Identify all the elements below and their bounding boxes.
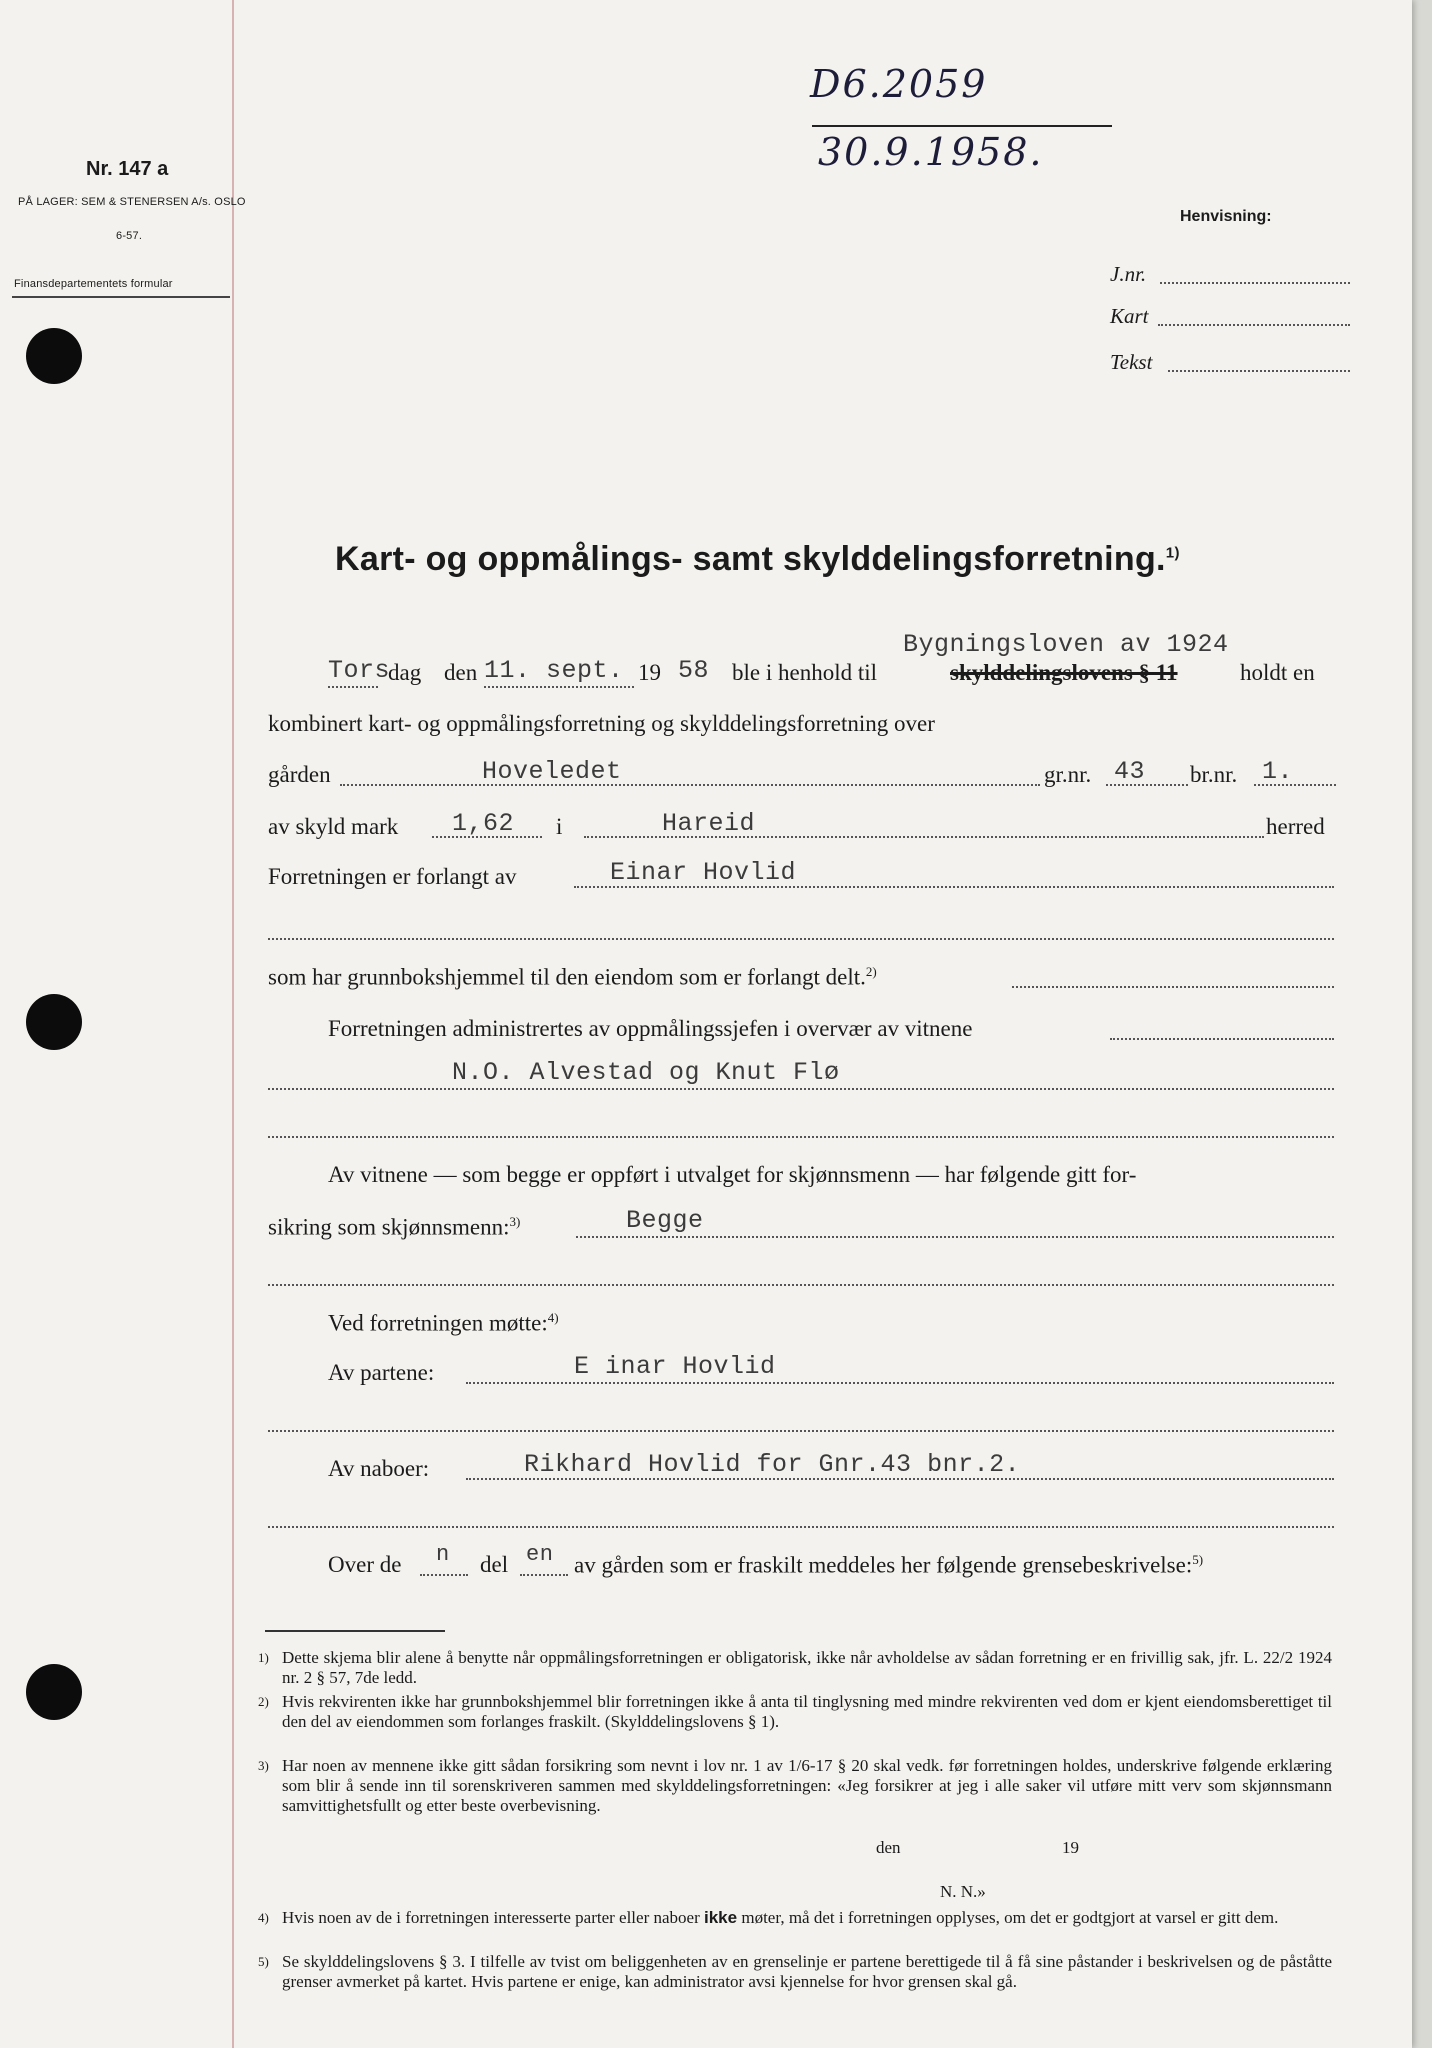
neighbours-label: Av naboer: — [328, 1456, 430, 1481]
herred-name: Hareid — [662, 809, 756, 838]
assessors-field-2 — [268, 1284, 1334, 1286]
title-text: Kart- og oppmålings- samt skylddelingsforretning. — [335, 540, 1166, 578]
parties-label: Av partene: — [328, 1360, 435, 1385]
page-title — [335, 540, 1180, 579]
grunnbok-text — [268, 964, 877, 991]
margin-rule — [232, 0, 234, 2048]
case-number-rule — [812, 125, 1112, 127]
garden-label: gården — [268, 762, 331, 787]
title-footnote: 1) — [1165, 544, 1180, 562]
assessors-field — [576, 1236, 1334, 1238]
assessors-footnote: 3) — [509, 1214, 521, 1229]
grnr-label: gr.nr. — [1044, 762, 1092, 787]
parties-field-2 — [268, 1430, 1334, 1432]
administration-text: Forretningen administrertes av oppmålingssjefen i overvær av vitnene — [328, 1016, 973, 1041]
footnote-5-text: Se skylddelingslovens § 3. I tilfelle av tvist om beliggenheten av en grenselinje er partene berettigede til å få sine påstander i beskrivelsen og de påståtte grenser avmerket på kartet. Hvis partene er enige, kan administrator avsi kjennelse for hvor grensen skal gå. — [282, 1952, 1332, 1991]
grunnbok-line: som har grunnbokshjemmel til den eiendom som er forlangt delt. — [268, 964, 866, 990]
attendance-heading-text: Ved forretningen møtte: — [328, 1310, 548, 1336]
footnote-1-text: Dette skjema blir alene å benytte når oppmålingsforretningen er obligatorisk, ikke når avholdelse av sådan forretning er en frivillig sak, jfr. L. 22/2 1924 nr. 2 § 57, 7de ledd. — [282, 1648, 1332, 1687]
footnote-1 — [258, 1648, 1332, 1688]
assessors-value: Begge — [626, 1206, 704, 1235]
brnr-label: br.nr. — [1190, 762, 1238, 787]
case-date: 30.9.1958. — [818, 130, 1044, 174]
witnesses-field — [268, 1088, 1334, 1090]
day-field — [328, 686, 378, 688]
de-suffix-field — [420, 1574, 468, 1576]
punch-hole-bottom — [26, 1664, 82, 1720]
dag-word: dag — [388, 660, 422, 685]
footnote-5-num: 5) — [258, 1954, 269, 1969]
supplier-line: PÅ LAGER: SEM & STENERSEN A/s. OSLO — [18, 196, 246, 208]
jnr-field — [1160, 282, 1350, 284]
intro-line2: kombinert kart- og oppmålingsforretning og skylddelingsforretning over — [268, 711, 935, 736]
over-de: Over de — [328, 1552, 402, 1577]
attendance-footnote: 4) — [547, 1310, 559, 1325]
form-number: Nr. 147 a — [86, 158, 169, 180]
footnote-4-text-before: Hvis noen av de i forretningen interesserte parter eller naboer — [282, 1908, 700, 1927]
date-field — [484, 686, 634, 688]
footnote-4-text-after: møter, må det i forretningen opplyses, om det er godtgjort at varsel er gitt dem. — [741, 1908, 1279, 1927]
administration-field — [1110, 1038, 1334, 1040]
requested-label: Forretningen er forlangt av — [268, 864, 517, 889]
footnote-rule — [265, 1630, 445, 1632]
del-suffix: en — [526, 1542, 554, 1567]
grunnbok-footnote: 2) — [865, 964, 877, 979]
footnote-3-year: 19 — [1062, 1838, 1079, 1857]
brnr-value: 1. — [1262, 757, 1294, 786]
kart-field — [1158, 324, 1350, 326]
boundary-rest — [574, 1552, 1203, 1579]
i-label: i — [556, 814, 563, 839]
intro-date: 11. sept. — [484, 656, 624, 685]
parties-value: E inar Hovlid — [574, 1352, 776, 1381]
signature-placeholder: N. N.» — [940, 1882, 986, 1901]
garden-value: Hoveledet — [482, 757, 622, 786]
skyld-label: av skyld mark — [268, 814, 399, 839]
footnote-2-num: 2) — [258, 1694, 269, 1709]
footnote-2-text: Hvis rekvirenten ikke har grunnbokshjemmel blir forretningen ikke å anta til tinglysning med mindre rekvirenten ved dom er kjent eiendomsberettiget til den del av eiendommen som forlanges fraskilt. (Skylddelingslovens § 1). — [282, 1692, 1332, 1731]
neighbours-value: Rikhard Hovlid for Gnr.43 bnr.2. — [524, 1450, 1021, 1479]
footnote-3-text: Har noen av mennene ikke gitt sådan forsikring som nevnt i lov nr. 1 av 1/6-17 § 20 skal vedk. før forretningen holdes, underskrive følgende erklæring som blir å sende inn til sorenskriveren sammen med skylddelingsforretningen: «Jeg forsikrer at jeg i alle saker vil utføre mitt verv som skjønnsmann samvittighetsfullt og etter beste overbevisning. — [282, 1756, 1332, 1815]
tekst-field — [1168, 370, 1350, 372]
struck-law: skylddelingslovens § 11 — [950, 660, 1178, 685]
garden-field — [340, 784, 1040, 786]
assessors-line: sikring som skjønnsmenn: — [268, 1214, 510, 1240]
sidebar-rule — [12, 296, 230, 298]
typed-law: Bygningsloven av 1924 — [903, 630, 1229, 659]
footnote-3 — [258, 1756, 1332, 1816]
den-word: den — [444, 660, 478, 685]
holdt-en: holdt en — [1240, 660, 1315, 685]
case-number: D6.2059 — [810, 62, 988, 106]
footnote-2 — [258, 1692, 1332, 1732]
witnesses: N.O. Alvestad og Knut Flø — [452, 1058, 840, 1087]
footnote-4-bold: ikke — [704, 1908, 738, 1927]
footnote-3-den: den — [876, 1838, 901, 1857]
footnote-4-num: 4) — [258, 1910, 269, 1925]
intro-year: 58 — [678, 656, 710, 685]
requested-by: Einar Hovlid — [610, 858, 797, 887]
assessors-text1: Av vitnene — som begge er oppført i utvalget for skjønnsmenn — har følgende gitt for- — [328, 1162, 1137, 1187]
requested-field-2 — [268, 938, 1334, 940]
neighbours-field-2 — [268, 1526, 1334, 1528]
reference-heading: Henvisning: — [1180, 208, 1272, 225]
del-suffix-field — [520, 1574, 568, 1576]
parties-field — [466, 1382, 1334, 1384]
boundary-line: av gården som er fraskilt meddeles her følgende grensebeskrivelse: — [574, 1552, 1193, 1578]
del-word: del — [480, 1552, 509, 1577]
herred-label: herred — [1266, 814, 1325, 839]
footnote-1-num: 1) — [258, 1650, 269, 1665]
footnote-3-num: 3) — [258, 1758, 269, 1773]
assessors-text2 — [268, 1214, 520, 1241]
footnote-5 — [258, 1952, 1332, 1992]
footnote-4 — [258, 1908, 1332, 1928]
intro-rest: ble i henhold til — [732, 660, 878, 685]
punch-hole-middle — [26, 994, 82, 1050]
tekst-label: Tekst — [1110, 350, 1153, 374]
de-suffix: n — [436, 1542, 450, 1567]
grnr-value: 43 — [1114, 757, 1146, 786]
witnesses-field-2 — [268, 1136, 1334, 1138]
day-prefix: Tors — [328, 656, 391, 685]
kart-label: Kart — [1110, 304, 1149, 328]
grunnbok-field — [1012, 986, 1334, 988]
attendance-heading — [328, 1310, 559, 1337]
year-prefix: 19 — [638, 660, 661, 685]
boundary-footnote: 5) — [1192, 1552, 1204, 1567]
punch-hole-top — [26, 328, 82, 384]
jnr-label: J.nr. — [1110, 262, 1147, 286]
skyld-value: 1,62 — [452, 809, 515, 838]
department-line: Finansdepartementets formular — [14, 278, 173, 290]
edition-line: 6-57. — [116, 230, 143, 242]
